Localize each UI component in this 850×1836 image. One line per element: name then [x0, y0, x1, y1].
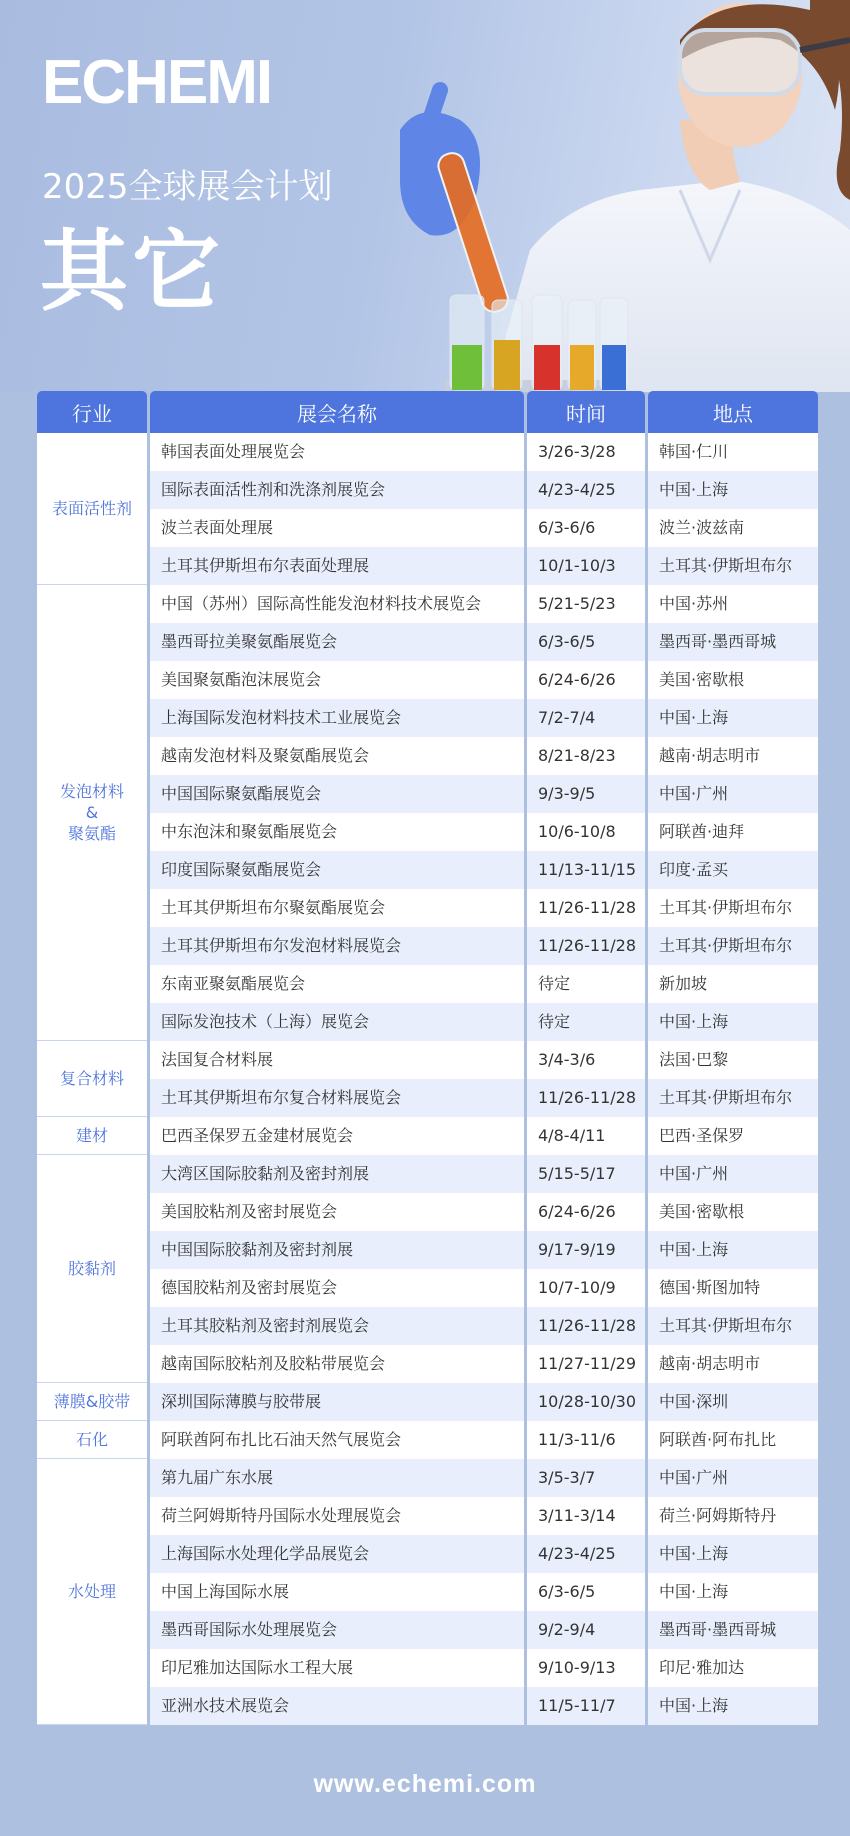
exhibition-name-cell: 国际表面活性剂和洗涤剂展览会	[150, 471, 524, 509]
category-cell: 复合材料	[37, 1041, 147, 1117]
exhibition-date-cell: 6/3-6/5	[527, 1573, 645, 1611]
column-header-date: 时间	[527, 391, 645, 433]
exhibition-date-cell: 11/26-11/28	[527, 927, 645, 965]
exhibition-date-cell: 待定	[527, 1003, 645, 1041]
exhibition-name-cell: 法国复合材料展	[150, 1041, 524, 1079]
exhibition-location-cell: 中国·上海	[648, 1535, 818, 1573]
exhibition-location-cell: 中国·上海	[648, 471, 818, 509]
exhibition-date-cell: 11/26-11/28	[527, 889, 645, 927]
exhibition-date-cell: 6/24-6/26	[527, 661, 645, 699]
exhibition-name-cell: 东南亚聚氨酯展览会	[150, 965, 524, 1003]
exhibition-table	[37, 391, 818, 1725]
header-banner	[0, 0, 850, 392]
exhibition-date-cell: 11/27-11/29	[527, 1345, 645, 1383]
exhibition-date-cell: 5/21-5/23	[527, 585, 645, 623]
exhibition-location-cell: 墨西哥·墨西哥城	[648, 623, 818, 661]
exhibition-location-cell: 新加坡	[648, 965, 818, 1003]
exhibition-location-cell: 越南·胡志明市	[648, 737, 818, 775]
exhibition-location-cell: 中国·上海	[648, 1687, 818, 1725]
exhibition-name-cell: 亚洲水技术展览会	[150, 1687, 524, 1725]
exhibition-date-cell: 10/1-10/3	[527, 547, 645, 585]
exhibition-date-cell: 10/6-10/8	[527, 813, 645, 851]
exhibition-location-cell: 印度·孟买	[648, 851, 818, 889]
exhibition-name-cell: 上海国际水处理化学品展览会	[150, 1535, 524, 1573]
exhibition-date-cell: 9/17-9/19	[527, 1231, 645, 1269]
exhibition-date-cell: 11/26-11/28	[527, 1079, 645, 1117]
exhibition-name-cell: 第九届广东水展	[150, 1459, 524, 1497]
exhibition-name-cell: 美国聚氨酯泡沫展览会	[150, 661, 524, 699]
exhibition-name-cell: 韩国表面处理展览会	[150, 433, 524, 471]
exhibition-date-cell: 3/5-3/7	[527, 1459, 645, 1497]
exhibition-date-cell: 11/26-11/28	[527, 1307, 645, 1345]
exhibition-name-cell: 土耳其伊斯坦布尔表面处理展	[150, 547, 524, 585]
exhibition-name-cell: 德国胶粘剂及密封展览会	[150, 1269, 524, 1307]
exhibition-location-cell: 中国·深圳	[648, 1383, 818, 1421]
page-subtitle: 2025全球展会计划	[42, 167, 333, 207]
exhibition-location-cell: 波兰·波兹南	[648, 509, 818, 547]
category-cell: 发泡材料 & 聚氨酯	[37, 585, 147, 1041]
exhibition-location-cell: 墨西哥·墨西哥城	[648, 1611, 818, 1649]
exhibition-location-cell: 中国·上海	[648, 1573, 818, 1611]
exhibition-name-cell: 土耳其伊斯坦布尔发泡材料展览会	[150, 927, 524, 965]
exhibition-date-cell: 3/11-3/14	[527, 1497, 645, 1535]
category-cell: 建材	[37, 1117, 147, 1155]
exhibition-name-cell: 中国上海国际水展	[150, 1573, 524, 1611]
exhibition-location-cell: 中国·广州	[648, 1459, 818, 1497]
exhibition-location-cell: 中国·广州	[648, 1155, 818, 1193]
exhibition-date-cell: 7/2-7/4	[527, 699, 645, 737]
exhibition-name-cell: 越南发泡材料及聚氨酯展览会	[150, 737, 524, 775]
exhibition-location-cell: 土耳其·伊斯坦布尔	[648, 547, 818, 585]
website-url[interactable]: www.echemi.com	[313, 1770, 537, 1798]
exhibition-location-cell: 美国·密歇根	[648, 1193, 818, 1231]
exhibition-name-cell: 中国国际聚氨酯展览会	[150, 775, 524, 813]
scientist-illustration	[380, 0, 850, 392]
exhibition-location-cell: 土耳其·伊斯坦布尔	[648, 1307, 818, 1345]
exhibition-date-cell: 6/24-6/26	[527, 1193, 645, 1231]
exhibition-date-cell: 11/13-11/15	[527, 851, 645, 889]
exhibition-name-cell: 墨西哥拉美聚氨酯展览会	[150, 623, 524, 661]
exhibition-name-cell: 印度国际聚氨酯展览会	[150, 851, 524, 889]
exhibition-name-cell: 土耳其伊斯坦布尔复合材料展览会	[150, 1079, 524, 1117]
exhibition-date-cell: 11/5-11/7	[527, 1687, 645, 1725]
exhibition-name-cell: 土耳其胶粘剂及密封剂展览会	[150, 1307, 524, 1345]
exhibition-name-cell: 巴西圣保罗五金建材展览会	[150, 1117, 524, 1155]
category-cell: 表面活性剂	[37, 433, 147, 585]
exhibition-name-cell: 国际发泡技术（上海）展览会	[150, 1003, 524, 1041]
exhibition-date-cell: 3/26-3/28	[527, 433, 645, 471]
exhibition-location-cell: 中国·上海	[648, 1231, 818, 1269]
exhibition-location-cell: 越南·胡志明市	[648, 1345, 818, 1383]
exhibition-date-cell: 10/28-10/30	[527, 1383, 645, 1421]
exhibition-location-cell: 土耳其·伊斯坦布尔	[648, 927, 818, 965]
exhibition-name-cell: 阿联酋阿布扎比石油天然气展览会	[150, 1421, 524, 1459]
exhibition-location-cell: 印尼·雅加达	[648, 1649, 818, 1687]
exhibition-date-cell: 8/21-8/23	[527, 737, 645, 775]
column-header-name: 展会名称	[150, 391, 524, 433]
column-header-industry: 行业	[37, 391, 147, 433]
page-title: 其它	[40, 220, 225, 323]
exhibition-date-cell: 待定	[527, 965, 645, 1003]
exhibition-location-cell: 中国·上海	[648, 1003, 818, 1041]
exhibition-name-cell: 荷兰阿姆斯特丹国际水处理展览会	[150, 1497, 524, 1535]
exhibition-name-cell: 土耳其伊斯坦布尔聚氨酯展览会	[150, 889, 524, 927]
exhibition-date-cell: 10/7-10/9	[527, 1269, 645, 1307]
exhibition-name-cell: 美国胶粘剂及密封展览会	[150, 1193, 524, 1231]
column-header-location: 地点	[648, 391, 818, 433]
exhibition-date-cell: 6/3-6/5	[527, 623, 645, 661]
exhibition-name-cell: 墨西哥国际水处理展览会	[150, 1611, 524, 1649]
exhibition-location-cell: 美国·密歇根	[648, 661, 818, 699]
exhibition-name-cell: 深圳国际薄膜与胶带展	[150, 1383, 524, 1421]
exhibition-location-cell: 中国·上海	[648, 699, 818, 737]
exhibition-name-cell: 大湾区国际胶黏剂及密封剂展	[150, 1155, 524, 1193]
exhibition-date-cell: 5/15-5/17	[527, 1155, 645, 1193]
category-cell: 石化	[37, 1421, 147, 1459]
exhibition-location-cell: 荷兰·阿姆斯特丹	[648, 1497, 818, 1535]
category-cell: 胶黏剂	[37, 1155, 147, 1383]
exhibition-location-cell: 阿联酋·阿布扎比	[648, 1421, 818, 1459]
exhibition-name-cell: 中国国际胶黏剂及密封剂展	[150, 1231, 524, 1269]
exhibition-date-cell: 9/10-9/13	[527, 1649, 645, 1687]
exhibition-location-cell: 阿联酋·迪拜	[648, 813, 818, 851]
exhibition-name-cell: 波兰表面处理展	[150, 509, 524, 547]
exhibition-name-cell: 印尼雅加达国际水工程大展	[150, 1649, 524, 1687]
exhibition-date-cell: 9/2-9/4	[527, 1611, 645, 1649]
category-cell: 水处理	[37, 1459, 147, 1725]
exhibition-date-cell: 4/23-4/25	[527, 1535, 645, 1573]
exhibition-date-cell: 4/8-4/11	[527, 1117, 645, 1155]
exhibition-name-cell: 中国（苏州）国际高性能发泡材料技术展览会	[150, 585, 524, 623]
exhibition-location-cell: 土耳其·伊斯坦布尔	[648, 889, 818, 927]
exhibition-location-cell: 法国·巴黎	[648, 1041, 818, 1079]
exhibition-date-cell: 4/23-4/25	[527, 471, 645, 509]
exhibition-date-cell: 3/4-3/6	[527, 1041, 645, 1079]
exhibition-location-cell: 中国·苏州	[648, 585, 818, 623]
exhibition-date-cell: 11/3-11/6	[527, 1421, 645, 1459]
category-cell: 薄膜&胶带	[37, 1383, 147, 1421]
brand-logo: ECHEMI	[42, 48, 272, 117]
exhibition-name-cell: 越南国际胶粘剂及胶粘带展览会	[150, 1345, 524, 1383]
exhibition-location-cell: 韩国·仁川	[648, 433, 818, 471]
exhibition-name-cell: 中东泡沫和聚氨酯展览会	[150, 813, 524, 851]
exhibition-location-cell: 巴西·圣保罗	[648, 1117, 818, 1155]
exhibition-location-cell: 中国·广州	[648, 775, 818, 813]
exhibition-name-cell: 上海国际发泡材料技术工业展览会	[150, 699, 524, 737]
exhibition-date-cell: 6/3-6/6	[527, 509, 645, 547]
exhibition-location-cell: 土耳其·伊斯坦布尔	[648, 1079, 818, 1117]
exhibition-date-cell: 9/3-9/5	[527, 775, 645, 813]
exhibition-location-cell: 德国·斯图加特	[648, 1269, 818, 1307]
